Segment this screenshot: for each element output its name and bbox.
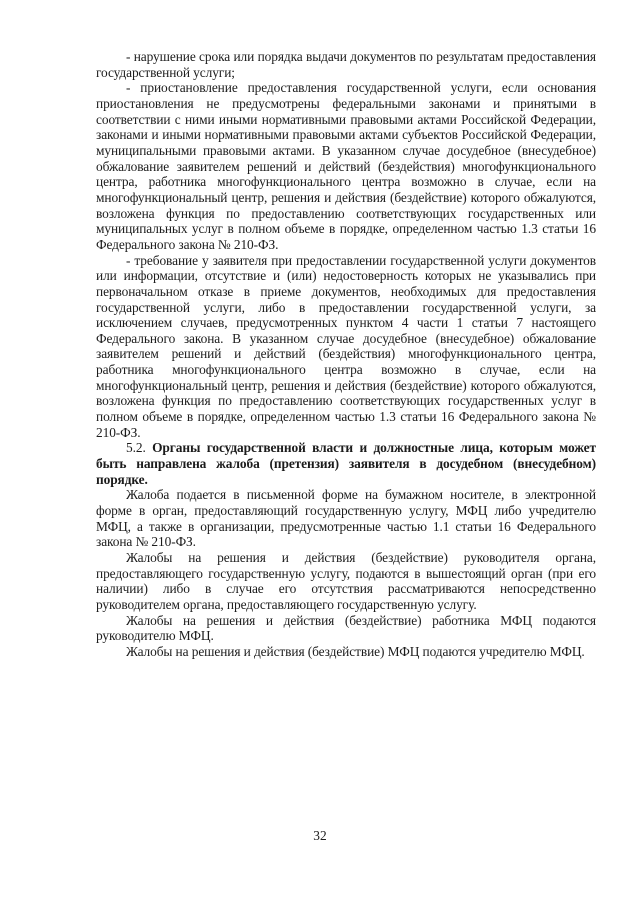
- section-title: Органы государственной власти и должностные лица, которым может быть направлена жалоба (претензия) заявителя в досудебном (внесудебном) порядке.: [96, 440, 596, 487]
- section-number: 5.2.: [126, 440, 146, 456]
- section-heading: [96, 440, 596, 487]
- paragraph-suspension: - приостановление предоставления государственной услуги, если основания приостановления не предусмотрены федеральными законами и принятыми в соответствии с ними иными нормативными правовыми актами Российской Федерации, законами и иными нормативными правовыми актами субъектов Российской Федерации, муниципальными правовыми актами. В указанном случае досудебное (внесудебное) обжалование заявителем решений и действий (бездействия) многофункционального центра, работника многофункционального центра возможно в случае, если на многофункциональный центр, решения и действия (бездействие) которого обжалуются, возложена функция по предоставлению соответствующих государственных или муниципальных услуг в полном объеме в порядке, определенном частью 1.3 статьи 16 Федерального закона № 210-ФЗ.: [96, 80, 596, 252]
- paragraph-complaint-mfc: Жалобы на решения и действия (бездействие) МФЦ подаются учредителю МФЦ.: [126, 643, 585, 659]
- document-body: [96, 49, 596, 660]
- paragraph-complaint-mfc-worker: Жалобы на решения и действия (бездействие) работника МФЦ подаются руководителю МФЦ.: [96, 612, 596, 644]
- paragraph-requirement-documents: - требование у заявителя при предоставлении государственной услуги документов или информации, отсутствие и (или) недостоверность которых не указывались при первоначальном отказе в приеме документов, необходимых для предоставления государственной услуги, либо в предоставлении государственной услуги, за исключением случаев, предусмотренных пунктом 4 части 1 статьи 7 настоящего Федерального закона. В указанном случае досудебное (внесудебное) обжалование заявителем решений и действий (бездействия) многофункционального центра, работника многофункционального центра возможно в случае, если на многофункциональный центр, решения и действия (бездействие) которого обжалуются, возложена функция по предоставлению соответствующих государственных услуг в полном объеме в порядке, определенном частью 1.3 статьи 16 Федерального закона № 210-ФЗ.: [96, 252, 596, 440]
- paragraph-complaint-form: Жалоба подается в письменной форме на бумажном носителе, в электронной форме в орган, предоставляющий государственную услугу, МФЦ либо учредителю МФЦ, а также в организации, предусмотренные частью 1.1 статьи 16 Федерального закона № 210-ФЗ.: [96, 487, 596, 550]
- paragraph-violation-deadline: - нарушение срока или порядка выдачи документов по результатам предоставления государственной услуги;: [96, 49, 596, 80]
- page-number: 32: [313, 828, 327, 843]
- paragraph-complaint-head: Жалобы на решения и действия (бездействие) руководителя органа, предоставляющего государственную услугу, подаются в вышестоящий орган (при его наличии) либо в случае его отсутствия рассматриваются непосредственно руководителем органа, предоставляющего государственную услугу.: [96, 550, 596, 612]
